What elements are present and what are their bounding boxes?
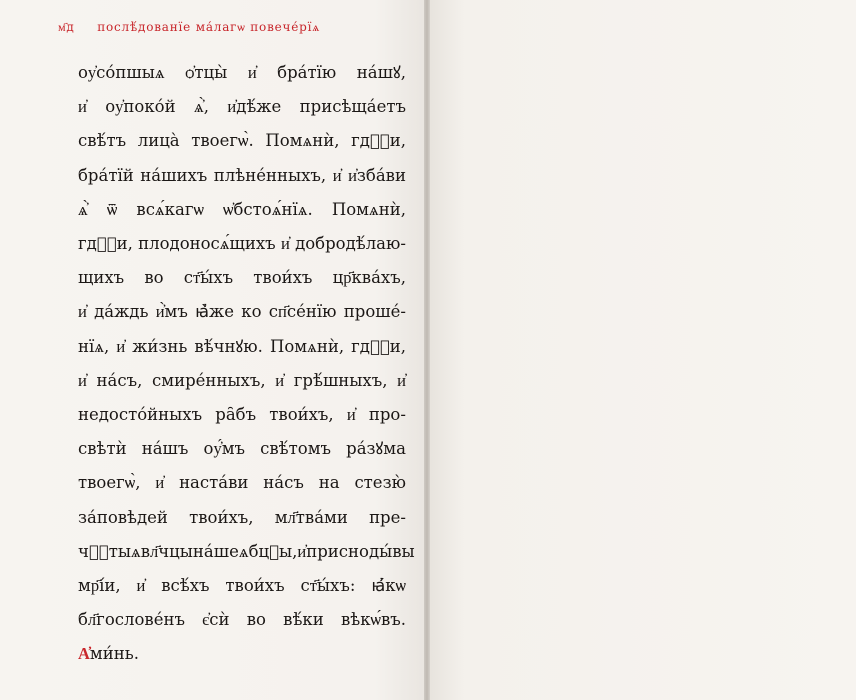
text-word: твои́хъ, — [269, 405, 334, 425]
text-word: цр҃ква́хъ, — [332, 268, 406, 288]
text-word: твои́хъ — [225, 576, 285, 596]
text-word: и҆ — [297, 541, 307, 561]
text-word: оу҆со́пшыѧ — [78, 63, 165, 82]
text-word: присѣща́етъ — [299, 97, 406, 117]
text-word: наста́ви — [179, 473, 249, 493]
text-word: ѧ҆̀, — [193, 97, 209, 117]
text-word: всѧ́кагѡ — [136, 199, 204, 219]
text-line — [78, 295, 406, 329]
text-word: вѣкѡ́въ. — [340, 610, 406, 630]
left-page — [0, 0, 426, 700]
text-word: плодоносѧ́щихъ — [138, 234, 276, 254]
text-word: и҆дѣ́же — [227, 97, 282, 117]
text-word: Помѧнѝ, — [265, 131, 340, 151]
text-word: свѣ́томъ — [260, 439, 332, 459]
text-line — [78, 193, 406, 227]
text-word: плѣне́нныхъ, — [213, 165, 327, 185]
text-word: бра́тїю — [277, 63, 337, 82]
text-line — [78, 90, 406, 124]
text-word: и҆ — [275, 370, 285, 390]
text-word: вл҃чцы — [140, 541, 193, 561]
text-word: мл҃тва́ми — [274, 507, 348, 527]
text-word: лица̀ — [137, 131, 180, 151]
text-word: ѻ҆тцы̀ — [185, 63, 228, 82]
text-line — [78, 159, 406, 193]
text-word: бл҃гослове́нъ — [78, 610, 185, 630]
amen-line — [78, 637, 406, 671]
text-word: во — [246, 610, 266, 630]
text-word: гдⷭ҇и, — [351, 131, 406, 151]
text-word: грѣ́шныхъ, — [293, 370, 388, 390]
text-word: твои́хъ, — [189, 507, 254, 527]
text-word: твоегѡ̀, — [78, 473, 141, 493]
text-word: нїѧ, — [78, 336, 110, 356]
text-word: чⷭ҇тыѧ — [78, 541, 141, 561]
text-word: на́съ, — [96, 370, 143, 390]
text-line — [78, 501, 406, 535]
text-word: ѿ — [106, 199, 118, 219]
text-word: ст҃ы́хъ — [183, 268, 234, 288]
text-word: на́съ — [263, 473, 304, 493]
text-word: на́шихъ — [140, 165, 208, 185]
text-word: пре- — [369, 507, 406, 527]
text-word: жи́знь — [132, 336, 188, 356]
text-line — [78, 124, 406, 158]
text-word: про- — [368, 405, 406, 425]
running-head — [58, 20, 398, 35]
text-word: бра́тїй — [78, 165, 134, 185]
text-word: за́повѣдей — [78, 507, 168, 527]
text-word: и҆ — [78, 370, 87, 390]
text-line — [78, 364, 406, 398]
text-word: и҆̀мъ — [155, 302, 188, 322]
text-word: бцⷣы, — [248, 541, 298, 561]
text-line — [78, 398, 406, 432]
right-page — [426, 0, 856, 700]
text-word: смире́нныхъ, — [152, 370, 266, 390]
text-word: и҆ — [136, 576, 146, 596]
text-word: да́ждь — [94, 302, 149, 322]
text-word: ра̑бъ — [215, 405, 257, 425]
text-word: на́шъ — [141, 439, 189, 459]
text-line — [78, 227, 406, 261]
text-word: на́шеѧ — [192, 541, 249, 561]
text-word: твои́хъ — [253, 268, 313, 288]
text-word: ра́зꙋма — [346, 439, 406, 459]
text-word: ко — [241, 302, 262, 322]
text-word: и҆ — [346, 405, 356, 425]
text-word: ꙗ҆̀же — [195, 302, 234, 322]
text-word: недосто́йныхъ — [78, 405, 203, 425]
text-line — [78, 432, 406, 466]
text-word: стезю̀ — [354, 473, 406, 493]
folio-number: м҃д — [58, 20, 75, 34]
text-line — [78, 261, 406, 295]
text-line — [78, 535, 415, 569]
text-word: проше́- — [343, 302, 406, 322]
running-head-title: послѣ́дованїе ма́лагѡ повече́рїѧ — [97, 20, 321, 34]
text-word: твоегѡ̀. — [191, 131, 254, 151]
text-word: вѣ́чнꙋю. — [194, 336, 263, 356]
text-word: оу҆́мъ — [203, 439, 246, 459]
text-word: присноды́вы — [306, 541, 415, 561]
text-word: и҆ — [280, 234, 290, 254]
text-word: на́шꙋ, — [356, 63, 406, 82]
text-word: ѧ҆̀ — [78, 199, 88, 219]
text-word: и҆ — [155, 473, 165, 493]
text-line — [78, 569, 406, 603]
text-line — [78, 466, 406, 500]
text-word: Помѧнѝ, — [269, 336, 345, 356]
text-word: гдⷭ҇и, — [78, 234, 133, 254]
text-word: вѣ́ки — [283, 610, 324, 630]
text-line — [78, 330, 406, 364]
text-word: на — [318, 473, 340, 493]
text-word: и҆ — [397, 370, 406, 390]
left-page-text — [78, 56, 415, 672]
text-word: во — [144, 268, 164, 288]
text-word: всѣ́хъ — [161, 576, 210, 596]
text-word: є҆сѝ — [202, 610, 230, 630]
text-line — [78, 56, 406, 90]
book-gutter — [424, 0, 430, 700]
amen-rest: ми́нь. — [89, 644, 139, 664]
text-line — [78, 603, 406, 637]
text-word: свѣ́тъ — [78, 131, 127, 151]
text-word: и҆ — [78, 302, 87, 322]
text-word: щихъ — [78, 268, 125, 288]
text-word: свѣтѝ — [78, 439, 127, 459]
text-word: мр҃і́и, — [78, 576, 121, 596]
text-word: оу҆поко́й — [105, 97, 176, 117]
text-word: добродѣ́лаю- — [295, 234, 406, 254]
text-word: ѡ҆бстоѧ́нїѧ. — [223, 199, 313, 219]
text-word: и҆ — [332, 165, 342, 185]
amen-initial: А҆ — [78, 644, 90, 664]
text-word: и҆ — [116, 336, 126, 356]
text-word: и҆зба́ви — [348, 165, 406, 185]
text-word: и҆ — [247, 63, 257, 82]
text-word: и҆ — [78, 97, 87, 117]
text-word: гдⷭ҇и, — [351, 336, 406, 356]
text-word: ст҃ы́хъ: — [300, 576, 356, 596]
text-word: ꙗ҆́кѡ — [371, 576, 406, 596]
text-word: Помѧнѝ, — [331, 199, 406, 219]
text-word: сп҃се́нїю — [268, 302, 337, 322]
